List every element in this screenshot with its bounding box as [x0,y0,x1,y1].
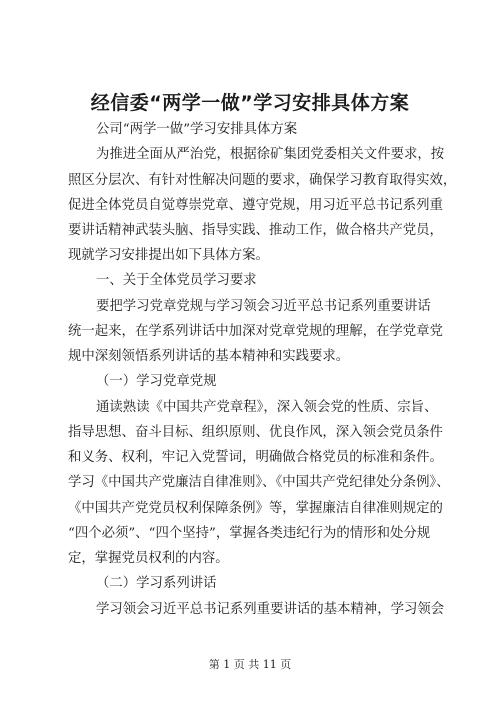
body-line: 照区分层次、有针对性解决问题的要求，确保学习教育取得实效， [68,173,457,188]
body-line: “四个必须”、“四个坚持”，掌握各类违纪行为的情形和处分规 [68,526,431,541]
body-line: 为推进全面从严治党，根据徐矿集团党委相关文件要求，按 [96,147,445,162]
body-line: 学习领会习近平总书记系列重要讲话的基本精神，学习领会 [96,602,445,617]
body-line: 《中国共产党党员权利保障条例》等，掌握廉洁自律准则规定的 [68,501,443,516]
body-line: 促进全体党员自觉尊崇党章、遵守党规，用习近平总书记系列重 [68,198,443,213]
body-line: 指导思想、奋斗目标、组织原则、优良作风，深入领会党员条件 [68,425,443,440]
subsection-heading: （二）学习系列讲话 [96,576,217,591]
body-line: 统一起来，在学系列讲话中加深对党章党规的理解，在学党章党 [68,324,443,339]
body-line: 要讲话精神武装头脑、指导实践、推动工作，做合格共产党员， [68,223,443,238]
body-line: 现就学习安排提出如下具体方案。 [68,248,269,263]
body-line: 和义务、权利，牢记入党誓词，明确做合格党员的标准和条件。 [68,450,443,465]
body-line: 要把学习党章党规与学习领会习近平总书记系列重要讲话 [96,299,431,314]
body-line: 定，掌握党员权利的内容。 [68,551,229,566]
body-line: 通读熟读《中国共产党章程》，深入领会党的性质、宗旨、 [96,400,438,415]
subsection-heading: （一）学习党章党规 [96,374,217,389]
document-subtitle: 公司“两学一做”学习安排具体方案 [96,122,298,137]
body-line: 学习《中国共产党廉洁自律准则》、《中国共产党纪律处分条例》、 [68,475,450,490]
body-line: 规中深刻领悟系列讲话的基本精神和实践要求。 [68,349,350,364]
document-title: 经信委“两学一做”学习安排具体方案 [90,92,410,114]
page-number-footer: 第 1 页 共 11 页 [208,658,292,671]
section-heading: 一、关于全体党员学习要求 [96,273,257,288]
